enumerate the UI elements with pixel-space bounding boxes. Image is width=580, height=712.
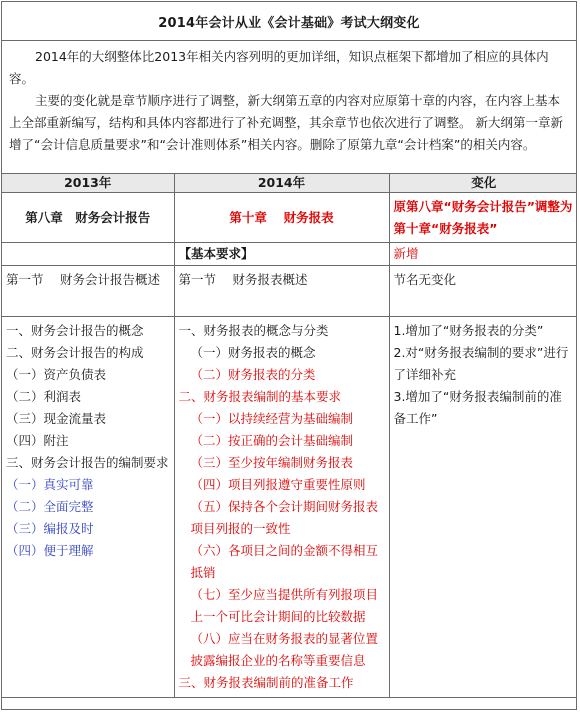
content-new-line: （三）至少按年编制财务报表 [190,455,354,470]
content-new-line: （二）按正确的会计基础编制 [190,433,354,448]
header-2014: 2014年 [174,174,389,193]
section-row [2,266,577,317]
content-old-line: （三）现金流量表 [6,411,107,426]
content-old-line: （四）便于理解 [6,543,94,558]
content-new-line: （一）财务报表的概念 [190,345,316,360]
document-sheet [1,1,577,710]
chapter-row [2,193,577,243]
content-old-line: 二、财务会计报告的构成 [6,345,144,360]
content-old [2,317,174,698]
content-old-line: （四）附注 [6,433,69,448]
content-old-line: （二）利润表 [6,389,82,404]
content-new-line: （二）财务报表的分类 [190,367,316,382]
content-new-line: 一、财务报表的概念与分类 [178,323,329,338]
document-title: 2014年会计从业《会计基础》考试大纲变化 [2,2,576,41]
content-change [389,317,577,698]
section-old: 第一节 财务会计报告概述 [2,266,174,317]
content-old-line: （一）真实可靠 [6,477,94,492]
content-new-line: （四）项目列报遵守重要性原则 [190,477,366,492]
content-new-line: （八）应当在财务报表的显著位置披露编报企业的名称等重要信息 [190,631,379,668]
requirement-change: 新增 [389,243,577,266]
content-old-line: （三）编报及时 [6,521,94,536]
content-new-line: 三、财务报表编制前的准备工作 [178,675,354,690]
requirement-old [2,243,174,266]
intro-paragraph-1: 2014年的大纲整体比2013年相关内容列明的更加详细，知识点框架下都增加了相应的具体内容。 [9,49,549,86]
chapter-change: 原第八章“财务会计报告”调整为第十章“财务报表” [389,193,577,243]
content-new-line: （五）保持各个会计期间财务报表项目列报的一致性 [190,499,379,536]
content-new-line: 二、财务报表编制的基本要求 [178,389,342,404]
section-new: 第一节 财务报表概述 [174,266,389,317]
content-old-line: 三、财务会计报告的编制要求 [6,455,169,470]
content-new [174,317,389,698]
header-2013: 2013年 [2,174,174,193]
content-change-line: 2.对“财务报表编制的要求”进行了详细补充 [393,345,569,382]
content-change-line: 1.增加了“财务报表的分类” [393,323,544,338]
comparison-table [2,174,577,698]
chapter-old: 第八章 财务会计报告 [2,193,174,243]
content-old-line: （一）资产负债表 [6,367,107,382]
content-old-line: 一、财务会计报告的概念 [6,323,144,338]
content-new-line: （七）至少应当提供所有列报项目上一个可比会计期间的比较数据 [190,587,379,624]
content-old-line: （二）全面完整 [6,499,94,514]
chapter-new: 第十章 财务报表 [174,193,389,243]
header-change: 变化 [389,174,577,193]
intro-paragraph-2: 主要的变化就是章节顺序进行了调整，新大纲第五章的内容对应原第十章的内容，在内容上基本上全部重新编写，结构和具体内容都进行了补充调整，其余章节也依次进行了调整。 新大纲第一章新增了“会计信息质量要求”和“会计准则体系”相关内容。删除了原第九章“会计档案”的相关内容。 [9,93,563,152]
requirement-row [2,243,577,266]
content-change-line: 3.增加了“财务报表编制前的准备工作” [393,389,562,426]
content-row [2,317,577,698]
requirement-label: 【基本要求】 [174,243,389,266]
content-new-line: （六）各项目之间的金额不得相互抵销 [190,543,379,580]
intro-text [2,41,576,174]
section-change: 节名无变化 [389,266,577,317]
table-header-row [2,174,577,193]
content-new-line: （一）以持续经营为基础编制 [190,411,354,426]
